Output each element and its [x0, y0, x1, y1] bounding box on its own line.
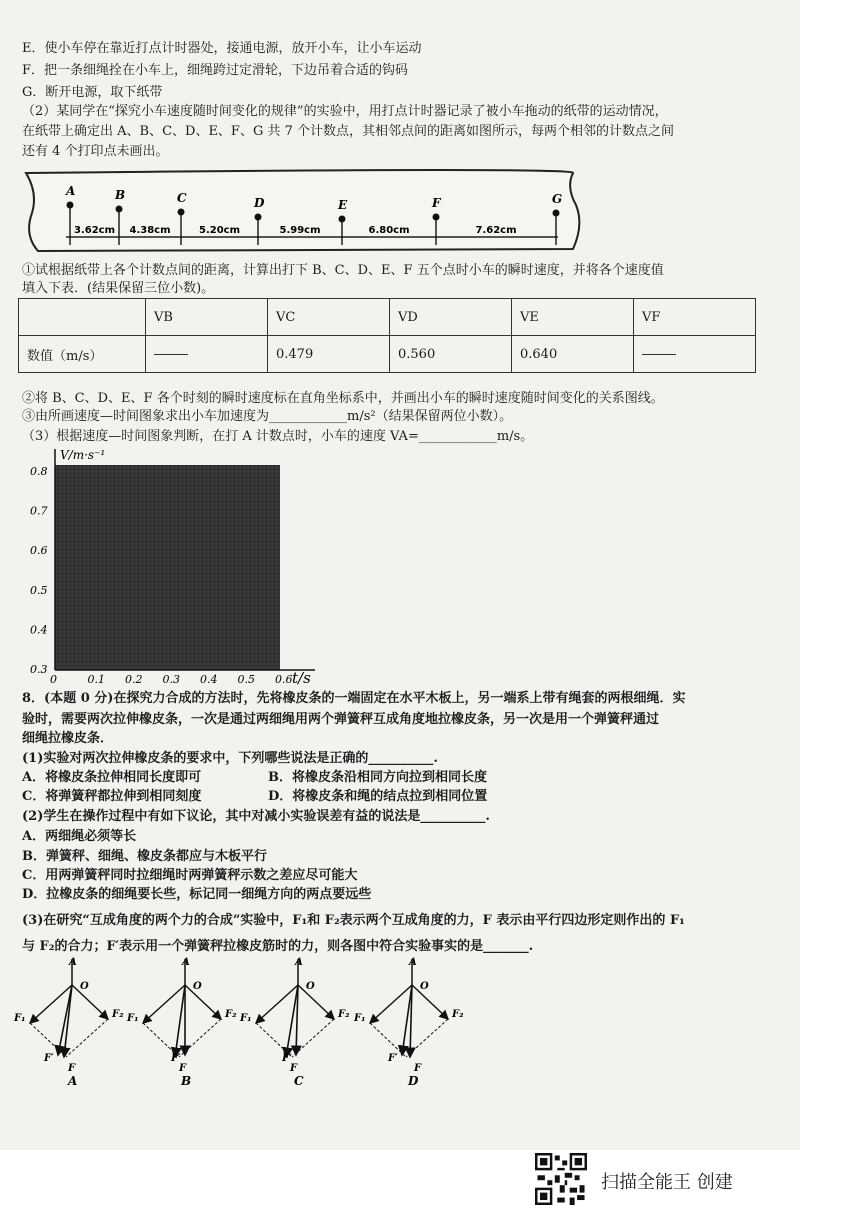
part-1-option-c: C．将弹簧秤都拉伸到相同刻度 — [22, 789, 202, 804]
svg-text:F₂: F₂ — [338, 1009, 350, 1020]
y-tick-label: 0.6 — [30, 544, 48, 558]
question-3: （3）根据速度—时间图象判断，在打 A 计数点时，小车的速度 VA=____________m/s。 — [22, 429, 534, 444]
tape-distance-label: 5.20cm — [198, 225, 241, 236]
svg-text:F: F — [290, 1063, 298, 1074]
tape-distance-label: 3.62cm — [73, 225, 116, 236]
table-header-cell: VF — [634, 299, 756, 336]
table-cell-vc: 0.479 — [268, 336, 390, 373]
y-tick-label: 0.5 — [30, 583, 48, 597]
tape-point-dot — [116, 206, 123, 213]
part-2: (2)学生在操作过程中有如下议论，其中对减小实验误差有益的说法是__________. — [22, 809, 490, 824]
tape-point-dot — [433, 214, 440, 221]
tape-point-label: E — [338, 198, 348, 212]
x-axis-label: t/s — [292, 669, 311, 685]
part-3-line2: 与 F₂的合力；F′表示用一个弹簧秤拉橡皮筋时的力，则各图中符合实验事实的是_______. — [22, 939, 534, 954]
table-row-label: 数值（m/s） — [19, 336, 146, 373]
paper-tape-diagram — [18, 165, 588, 260]
svg-text:F: F — [179, 1063, 187, 1074]
svg-text:F₁: F₁ — [14, 1013, 26, 1024]
svg-text:A: A — [182, 957, 190, 968]
table-header-cell: VD — [390, 299, 512, 336]
table-cell-ve: 0.640 — [512, 336, 634, 373]
grid-area — [55, 465, 280, 670]
answer-blank-vb[interactable] — [146, 336, 268, 373]
part-2-option-a: A．两细绳必须等长 — [22, 829, 137, 844]
part-2-option-d: D．拉橡皮条的细绳要长些，标记同一细绳方向的两点要远些 — [22, 887, 372, 902]
tape-point-dot — [553, 210, 560, 217]
option-g: G．断开电源，取下纸带 — [22, 85, 163, 100]
question-8-line1: 8．(本题 0 分)在探究力合成的方法时，先将橡皮条的一端固定在水平木板上，另一端系上带有绳套的两根细绳．实 — [22, 691, 686, 706]
sub-2: ②将 B、C、D、E、F 各个时刻的瞬时速度标在直角坐标系中，并画出小车的瞬时速度随时间变化的关系图线。 — [22, 391, 664, 406]
question-8-line3: 细绳拉橡皮条． — [22, 731, 114, 746]
tape-point-dot — [255, 214, 262, 221]
svg-text:A: A — [295, 957, 303, 968]
tape-distance-label: 4.38cm — [129, 225, 171, 236]
svg-text:O: O — [80, 981, 89, 992]
tape-point-label: F — [432, 196, 441, 210]
y-axis-label: V/m·s⁻¹ — [60, 448, 106, 462]
watermark-text: 扫描全能王 创建 — [601, 1172, 733, 1193]
table-row — [19, 336, 756, 373]
x-tick-label: 0.6 — [275, 673, 293, 685]
table-header-cell: VC — [268, 299, 390, 336]
x-tick-label: 0.1 — [87, 673, 105, 685]
svg-text:F₁: F₁ — [354, 1013, 366, 1024]
tape-point-label: A — [66, 184, 76, 198]
svg-text:F′: F′ — [171, 1053, 181, 1064]
table-header-cell: VE — [512, 299, 634, 336]
tape-point-label: G — [552, 192, 563, 206]
table-header-cell: VB — [146, 299, 268, 336]
question-8-line2: 验时，需要两次拉伸橡皮条，一次是通过两细绳用两个弹簧秤互成角度地拉橡皮条，另一次是用一个弹簧秤通过 — [22, 712, 660, 727]
answer-blank-vf[interactable] — [634, 336, 756, 373]
velocity-time-graph — [30, 445, 320, 685]
diagram-label: C — [294, 1074, 304, 1088]
force-diagram-d — [353, 957, 464, 1088]
y-tick-label: 0.7 — [30, 504, 48, 518]
svg-text:F₂: F₂ — [112, 1009, 124, 1020]
svg-text:F: F — [414, 1063, 422, 1074]
option-f: F．把一条细绳拴在小车上，细绳跨过定滑轮，下边吊着合适的钩码 — [22, 63, 409, 78]
table-cell-vd: 0.560 — [390, 336, 512, 373]
tape-point-dot — [178, 209, 185, 216]
part-2-option-c: C．用两弹簧秤同时拉细绳时两弹簧秤示数之差应尽可能大 — [22, 868, 358, 883]
part-1: (1)实验对两次拉伸橡皮条的要求中，下列哪些说法是正确的__________. — [22, 751, 438, 766]
svg-text:A: A — [69, 957, 77, 968]
option-e: E．使小车停在靠近打点计时器处，接通电源，放开小车，让小车运动 — [22, 41, 422, 56]
svg-text:A: A — [409, 957, 417, 968]
svg-text:F′: F′ — [282, 1053, 292, 1064]
svg-text:F: F — [68, 1063, 76, 1074]
x-tick-label: 0.5 — [237, 673, 255, 685]
force-diagrams — [10, 955, 510, 1100]
tape-point-dot — [339, 216, 346, 223]
tape-distance-label: 7.62cm — [475, 225, 517, 236]
force-diagram-a — [13, 957, 124, 1088]
x-tick-label: 0 — [50, 673, 57, 685]
svg-text:F₂: F₂ — [225, 1009, 237, 1020]
tape-point-label: D — [254, 196, 265, 210]
diagram-label: B — [181, 1074, 192, 1088]
y-tick-label: 0.4 — [30, 623, 48, 637]
svg-text:F′: F′ — [44, 1053, 54, 1064]
tape-distance-label: 5.99cm — [279, 225, 321, 236]
svg-text:F₂: F₂ — [452, 1009, 464, 1020]
table-header-row — [19, 299, 756, 336]
svg-text:F′: F′ — [388, 1053, 398, 1064]
y-tick-label: 0.8 — [30, 465, 48, 478]
force-diagram-b — [126, 957, 237, 1088]
svg-text:F₁: F₁ — [127, 1013, 139, 1024]
svg-text:O: O — [193, 981, 202, 992]
part-1-option-d: D．将橡皮条和绳的结点拉到相同位置 — [268, 789, 488, 804]
x-tick-label: 0.3 — [162, 673, 180, 685]
sub-1-line1: ①试根据纸带上各个计数点间的距离，计算出打下 B、C、D、E、F 五个点时小车的瞬时速度，并将各个速度值 — [22, 263, 664, 278]
qr-code-icon — [535, 1153, 587, 1205]
question-2-line3: 还有 4 个打印点未画出。 — [22, 144, 169, 159]
tape-point-dot — [67, 202, 74, 209]
scanner-watermark — [535, 1150, 835, 1210]
part-1-option-a: A．将橡皮条拉伸相同长度即可 — [22, 770, 202, 785]
x-tick-label: 0.4 — [200, 673, 218, 685]
force-diagram-c — [239, 957, 350, 1088]
part-3-line1: (3)在研究“互成角度的两个力的合成”实验中，F₁和 F₂表示两个互成角度的力，F 表示由平行四边形定则作出的 F₁ — [22, 913, 685, 928]
question-2-line1: （2）某同学在“探究小车速度随时间变化的规律”的实验中，用打点计时器记录了被小车拖动的纸带的运动情况， — [22, 104, 668, 119]
diagram-label: A — [68, 1074, 78, 1088]
table-header-cell — [19, 299, 146, 336]
part-2-option-b: B．弹簧秤、细绳、橡皮条都应与木板平行 — [22, 849, 267, 864]
sub-1-line2: 填入下表．(结果保留三位小数)。 — [22, 281, 215, 296]
svg-text:O: O — [420, 981, 429, 992]
tape-point-label: C — [177, 191, 187, 205]
diagram-label: D — [408, 1074, 419, 1088]
velocity-table — [18, 298, 756, 373]
question-2-line2: 在纸带上确定出 A、B、C、D、E、F、G 共 7 个计数点，其相邻点间的距离如图所示，每两个相邻的计数点之间 — [22, 124, 675, 139]
tape-distance-label: 6.80cm — [368, 225, 410, 236]
x-tick-label: 0.2 — [125, 673, 143, 685]
tape-point-label: B — [115, 188, 126, 202]
sub-3: ③由所画速度—时间图象求出小车加速度为____________m/s²（结果保留两位小数）。 — [22, 409, 513, 424]
y-tick-label: 0.3 — [30, 663, 48, 676]
part-1-option-b: B．将橡皮条沿相同方向拉到相同长度 — [268, 770, 487, 785]
svg-text:F₁: F₁ — [240, 1013, 252, 1024]
svg-text:O: O — [306, 981, 315, 992]
